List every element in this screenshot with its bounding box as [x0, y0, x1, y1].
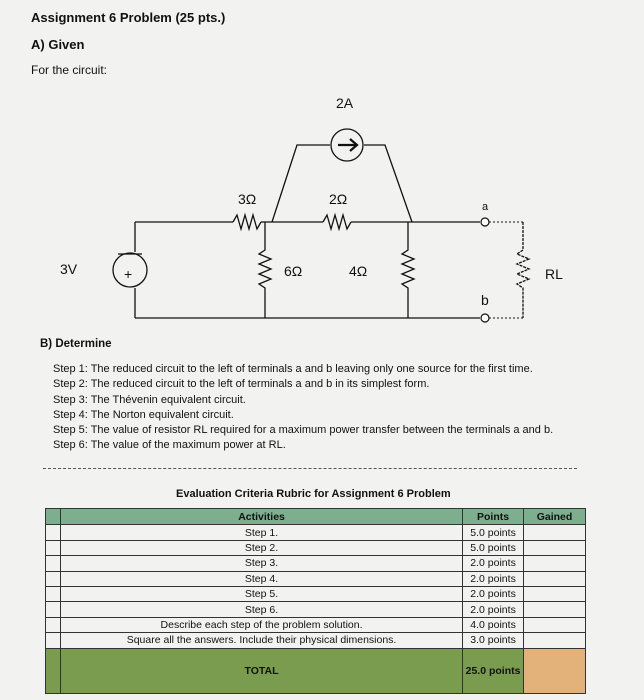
table-row-activity: Step 6.: [60, 602, 462, 617]
step-item: Step 3: The Thévenin equivalent circuit.: [53, 393, 246, 406]
resistor-4-label: 4Ω: [349, 263, 368, 279]
table-row-activity: Step 1.: [60, 525, 462, 540]
header-activities: Activities: [60, 509, 462, 525]
step-item: Step 4: The Norton equivalent circuit.: [53, 408, 234, 421]
total-gained[interactable]: [524, 648, 586, 693]
determine-heading: B) Determine: [40, 338, 112, 350]
rubric-table: [45, 508, 586, 694]
table-row-activity: Square all the answers. Include their physical dimensions.: [60, 633, 462, 648]
table-row-activity: Step 2.: [60, 540, 462, 555]
table-row-gained[interactable]: [524, 525, 586, 540]
table-row-activity: Step 3.: [60, 556, 462, 571]
voltage-source-label: 3V: [60, 261, 78, 277]
given-heading: A) Given: [31, 37, 85, 52]
step-item: Step 6: The value of the maximum power at RL.: [53, 439, 286, 452]
step-item: Step 5: The value of resistor RL required for a maximum power transfer between the terminals a and b.: [53, 424, 554, 437]
table-row-points: 5.0 points: [463, 540, 524, 555]
header-points: Points: [463, 509, 524, 525]
circuit-diagram: [0, 0, 644, 335]
table-row-activity: Describe each step of the problem solution.: [60, 617, 462, 632]
resistor-3-label: 3Ω: [238, 191, 257, 207]
rubric-title: Evaluation Criteria Rubric for Assignment 6 Problem: [176, 488, 451, 500]
voltage-plus-sign: +: [124, 266, 133, 282]
resistor-2-label: 2Ω: [329, 191, 348, 207]
load-resistor-label: RL: [545, 266, 563, 282]
table-row-points: 3.0 points: [463, 633, 524, 648]
resistor-6-label: 6Ω: [284, 263, 303, 279]
header-gained: Gained: [524, 509, 586, 525]
table-row-gained[interactable]: [524, 633, 586, 648]
total-points: 25.0 points: [463, 648, 524, 693]
steps-list: [53, 362, 553, 454]
table-row-gained[interactable]: [524, 571, 586, 586]
divider: [43, 468, 577, 469]
table-row-gained[interactable]: [524, 587, 586, 602]
assignment-title: Assignment 6 Problem (25 pts.): [31, 10, 226, 25]
table-row-points: 2.0 points: [463, 587, 524, 602]
node-a-label: a: [482, 201, 489, 213]
step-item: Step 2: The reduced circuit to the left of terminals a and b in its simplest form.: [53, 378, 430, 391]
table-row-activity: Step 5.: [60, 587, 462, 602]
table-row-points: 5.0 points: [463, 525, 524, 540]
table-row-points: 4.0 points: [463, 617, 524, 632]
step-item: Step 1: The reduced circuit to the left of terminals a and b leaving only one source for the first time.: [53, 363, 533, 375]
table-row-gained[interactable]: [524, 617, 586, 632]
table-row-points: 2.0 points: [463, 556, 524, 571]
table-row-gained[interactable]: [524, 540, 586, 555]
table-row-gained[interactable]: [524, 602, 586, 617]
total-label: TOTAL: [60, 648, 462, 693]
table-row-gained[interactable]: [524, 556, 586, 571]
intro-text: For the circuit:: [31, 63, 108, 77]
table-row-points: 2.0 points: [463, 602, 524, 617]
current-source-label: 2A: [336, 95, 354, 111]
table-row-activity: Step 4.: [60, 571, 462, 586]
node-b-label: b: [481, 292, 489, 308]
table-row-points: 2.0 points: [463, 571, 524, 586]
